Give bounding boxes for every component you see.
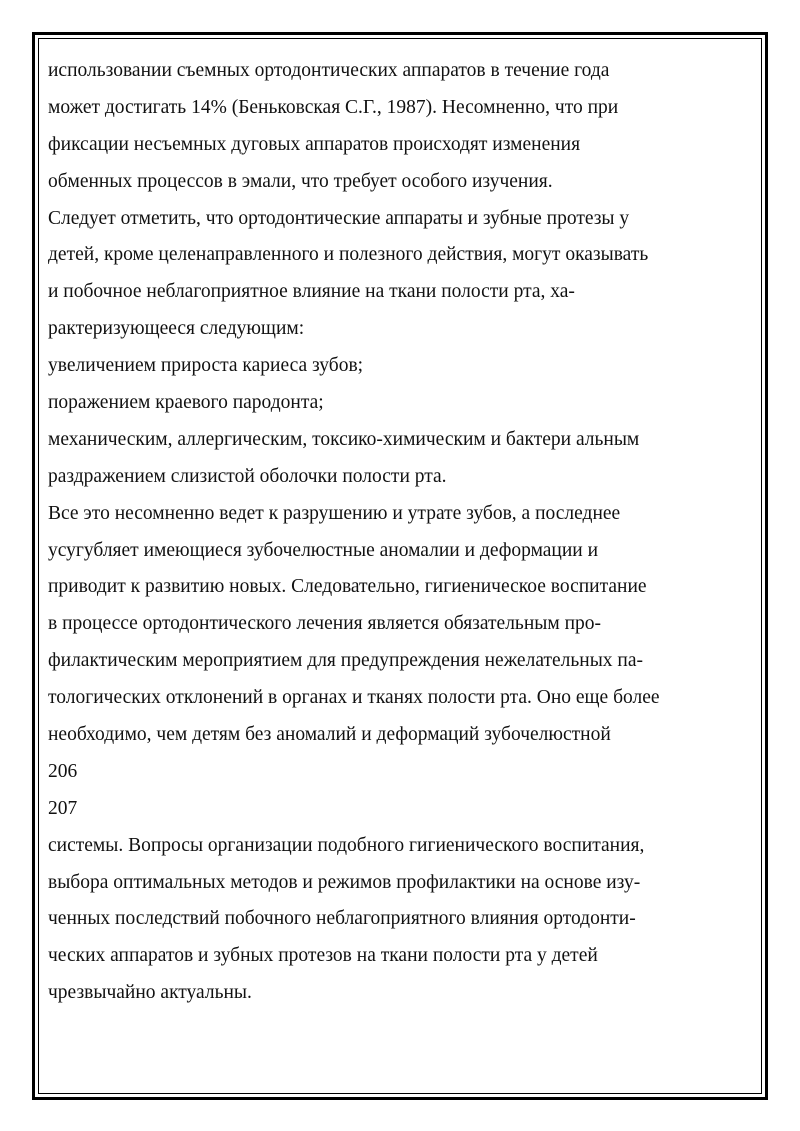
list-item: поражением краевого пародонта; (48, 392, 324, 414)
document-body (48, 53, 738, 1012)
text-line: в процессе ортодонтического лечения является обязательным про- (48, 613, 602, 635)
list-item: увеличением прироста кариеса зубов; (48, 355, 364, 377)
text-line: рактеризующееся следующим: (48, 318, 305, 340)
list-item: раздражением слизистой оболочки полости рта. (48, 465, 447, 487)
text-line: фиксации несъемных дуговых аппаратов происходят изменения (48, 133, 581, 155)
text-line: может достигать 14% (Беньковская С.Г., 1987). Несомненно, что при (48, 96, 619, 118)
text-line: Следует отметить, что ортодонтические аппараты и зубные протезы у (48, 207, 630, 229)
text-line: использовании съемных ортодонтических аппаратов в течение года (48, 60, 610, 81)
text-line: усугубляет имеющиеся зубочелюстные аномалии и деформации и (48, 539, 599, 561)
text-line: обменных процессов в эмали, что требует особого изучения. (48, 170, 553, 192)
text-line: необходимо, чем детям без аномалий и деформаций зубочелюстной (48, 724, 611, 746)
text-line: ческих аппаратов и зубных протезов на ткани полости рта у детей (48, 945, 598, 967)
list-item: механическим, аллергическим, токсико-химическим и бактери альным (48, 428, 640, 450)
text-line: и побочное неблагоприятное влияние на ткани полости рта, ха- (48, 281, 575, 303)
page-number: 207 (48, 797, 78, 819)
text-line: чрезвычайно актуальны. (48, 982, 252, 1004)
text-line: детей, кроме целенаправленного и полезного действия, могут оказывать (48, 244, 649, 266)
text-line: филактическим мероприятием для предупреждения нежелательных па- (48, 650, 644, 672)
text-line: тологических отклонений в органах и тканях полости рта. Оно еще более (48, 687, 660, 709)
page-number: 206 (48, 760, 78, 782)
text-line: выбора оптимальных методов и режимов профилактики на основе изу- (48, 871, 641, 893)
text-line: приводит к развитию новых. Следовательно, гигиеническое воспитание (48, 576, 647, 598)
text-line: Все это несомненно ведет к разрушению и утрате зубов, а последнее (48, 502, 621, 524)
text-line: ченных последствий побочного неблагоприятного влияния ортодонти- (48, 908, 636, 930)
text-line: системы. Вопросы организации подобного гигиенического воспитания, (48, 834, 645, 856)
